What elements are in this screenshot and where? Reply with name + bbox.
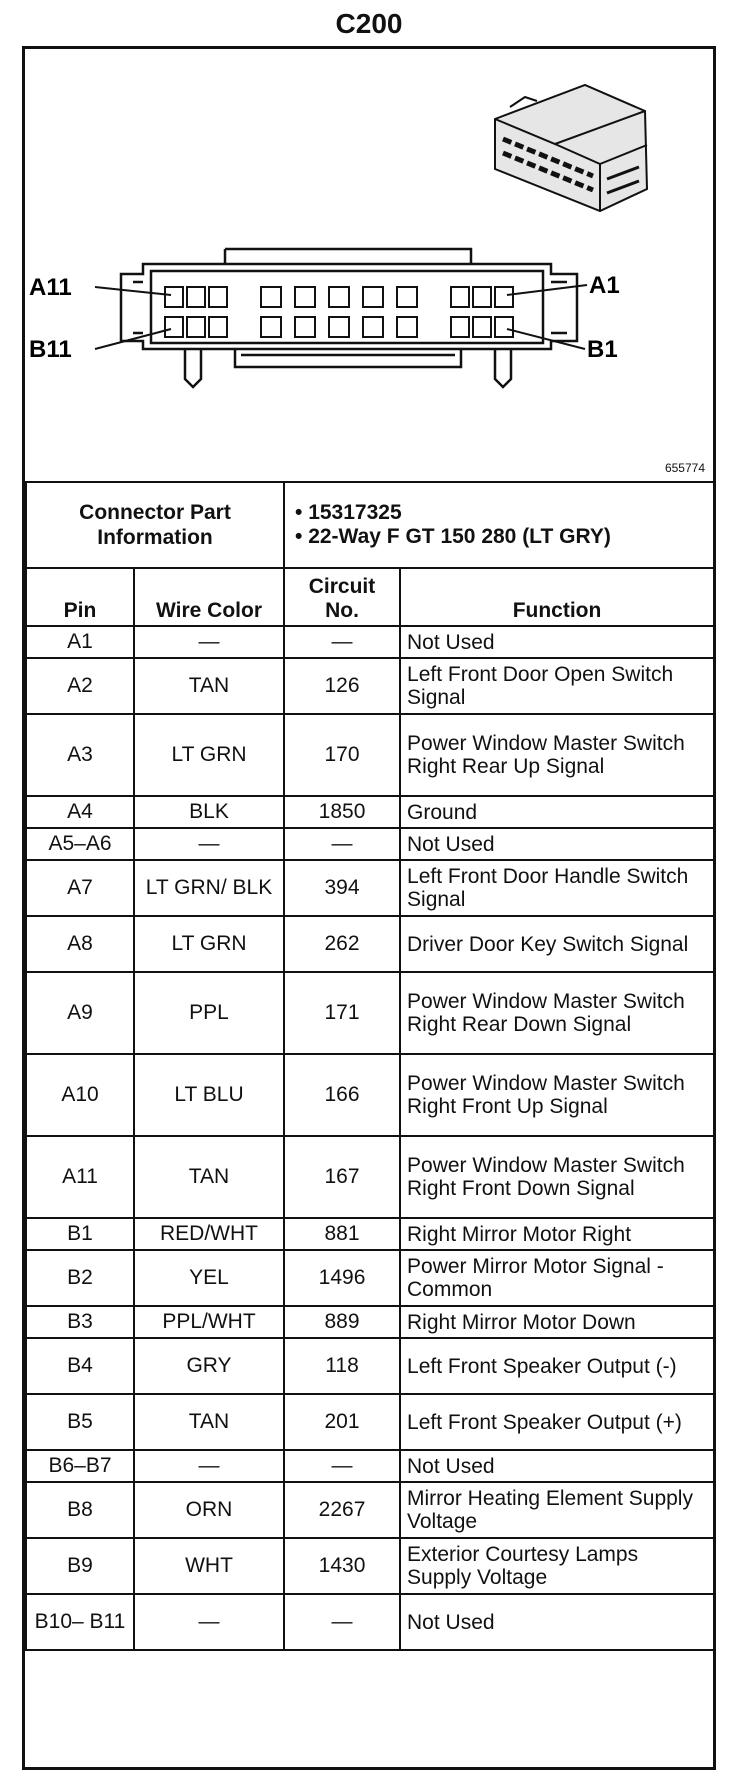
figure-number: 655774 [664,461,705,475]
pinout-table [25,481,715,1651]
label-a11: A11 [29,274,72,301]
circuit-cell: 167 [284,1136,400,1218]
function-cell: Left Front Speaker Output (-) [400,1338,714,1394]
wire-color-cell: TAN [134,658,284,714]
pin-cell: A10 [26,1054,134,1136]
circuit-cell: 201 [284,1394,400,1450]
wire-color-cell: — [134,1450,284,1482]
pinout-rows [26,626,714,1650]
table-row [26,658,714,714]
pin-cell: A8 [26,916,134,972]
function-cell: Mirror Heating Element Supply Voltage [400,1482,714,1538]
pin-cell: B5 [26,1394,134,1450]
column-header-circuit: Circuit No. [284,568,400,626]
function-cell: Not Used [400,1594,714,1650]
table-row [26,1538,714,1594]
wire-color-cell: — [134,828,284,860]
pin-cell: B6–B7 [26,1450,134,1482]
circuit-cell: 171 [284,972,400,1054]
circuit-cell: 1850 [284,796,400,828]
function-cell: Exterior Courtesy Lamps Supply Voltage [400,1538,714,1594]
pin-cell: B8 [26,1482,134,1538]
connector-face-drawing [25,49,713,481]
wire-color-cell: LT BLU [134,1054,284,1136]
label-a1: A1 [589,272,620,299]
wire-color-cell: TAN [134,1394,284,1450]
row-b-cavities [165,317,513,337]
wire-color-cell: PPL/WHT [134,1306,284,1338]
function-cell: Power Window Master Switch Right Rear Down Signal [400,972,714,1054]
connector-info-row [26,482,714,568]
pin-cell: B4 [26,1338,134,1394]
function-cell: Not Used [400,1450,714,1482]
column-header-function: Function [400,568,714,626]
pin-cell: A1 [26,626,134,658]
circuit-cell: — [284,1594,400,1650]
connector-sheet [22,46,716,1770]
table-row [26,860,714,916]
function-cell: Driver Door Key Switch Signal [400,916,714,972]
function-cell: Power Window Master Switch Right Rear Up Signal [400,714,714,796]
label-b11: B11 [29,336,72,363]
connector-description: • 22-Way F GT 150 280 (LT GRY) [295,525,611,548]
part-number: • 15317325 [295,501,402,524]
pin-cell: A9 [26,972,134,1054]
pin-cell: A7 [26,860,134,916]
circuit-cell: 166 [284,1054,400,1136]
function-cell: Right Mirror Motor Right [400,1218,714,1250]
circuit-cell: 394 [284,860,400,916]
pin-cell: B9 [26,1538,134,1594]
connector-info-list [284,482,714,568]
label-b1: B1 [587,336,618,363]
pin-cell: B10– B11 [26,1594,134,1650]
circuit-cell: 889 [284,1306,400,1338]
function-cell: Left Front Speaker Output (+) [400,1394,714,1450]
table-row [26,1594,714,1650]
column-header-pin: Pin [26,568,134,626]
circuit-cell: 118 [284,1338,400,1394]
pin-cell: A3 [26,714,134,796]
function-cell: Power Window Master Switch Right Front Down Signal [400,1136,714,1218]
pin-cell: B1 [26,1218,134,1250]
wire-color-cell: — [134,1594,284,1650]
circuit-cell: — [284,828,400,860]
table-row [26,828,714,860]
pin-cell: B2 [26,1250,134,1306]
circuit-cell: 262 [284,916,400,972]
function-cell: Not Used [400,828,714,860]
pin-cell: A4 [26,796,134,828]
table-row [26,1338,714,1394]
wire-color-cell: ORN [134,1482,284,1538]
connector-title: C200 [335,8,403,39]
function-cell: Not Used [400,626,714,658]
pin-cell: A5–A6 [26,828,134,860]
table-row [26,1482,714,1538]
wire-color-cell: PPL [134,972,284,1054]
function-cell: Left Front Door Handle Switch Signal [400,860,714,916]
function-cell: Left Front Door Open Switch Signal [400,658,714,714]
circuit-cell: 170 [284,714,400,796]
wire-color-cell: TAN [134,1136,284,1218]
function-cell: Ground [400,796,714,828]
circuit-cell: 881 [284,1218,400,1250]
table-row [26,796,714,828]
table-row [26,1218,714,1250]
table-header-row [26,568,714,626]
table-row [26,714,714,796]
row-a-cavities [165,287,513,307]
function-cell: Power Mirror Motor Signal - Common [400,1250,714,1306]
wire-color-cell: LT GRN [134,916,284,972]
circuit-cell: 1430 [284,1538,400,1594]
table-row [26,972,714,1054]
function-cell: Power Window Master Switch Right Front Up Signal [400,1054,714,1136]
wire-color-cell: GRY [134,1338,284,1394]
wire-color-cell: YEL [134,1250,284,1306]
circuit-cell: — [284,1450,400,1482]
wire-color-cell: BLK [134,796,284,828]
wire-color-cell: RED/WHT [134,1218,284,1250]
circuit-cell: 2267 [284,1482,400,1538]
circuit-cell: — [284,626,400,658]
connector-diagram [25,49,713,483]
pin-cell: A11 [26,1136,134,1218]
circuit-cell: 126 [284,658,400,714]
table-row [26,1394,714,1450]
table-row [26,1250,714,1306]
table-row [26,1136,714,1218]
wire-color-cell: — [134,626,284,658]
pin-cell: B3 [26,1306,134,1338]
table-row [26,916,714,972]
table-row [26,1450,714,1482]
column-header-wire-color: Wire Color [134,568,284,626]
pin-cell: A2 [26,658,134,714]
wire-color-cell: LT GRN [134,714,284,796]
connector-3d-view [495,85,647,211]
wire-color-cell: LT GRN/ BLK [134,860,284,916]
circuit-cell: 1496 [284,1250,400,1306]
table-row [26,1054,714,1136]
wire-color-cell: WHT [134,1538,284,1594]
table-row [26,1306,714,1338]
table-row [26,626,714,658]
function-cell: Right Mirror Motor Down [400,1306,714,1338]
connector-info-label: Connector Part Information [26,482,284,568]
